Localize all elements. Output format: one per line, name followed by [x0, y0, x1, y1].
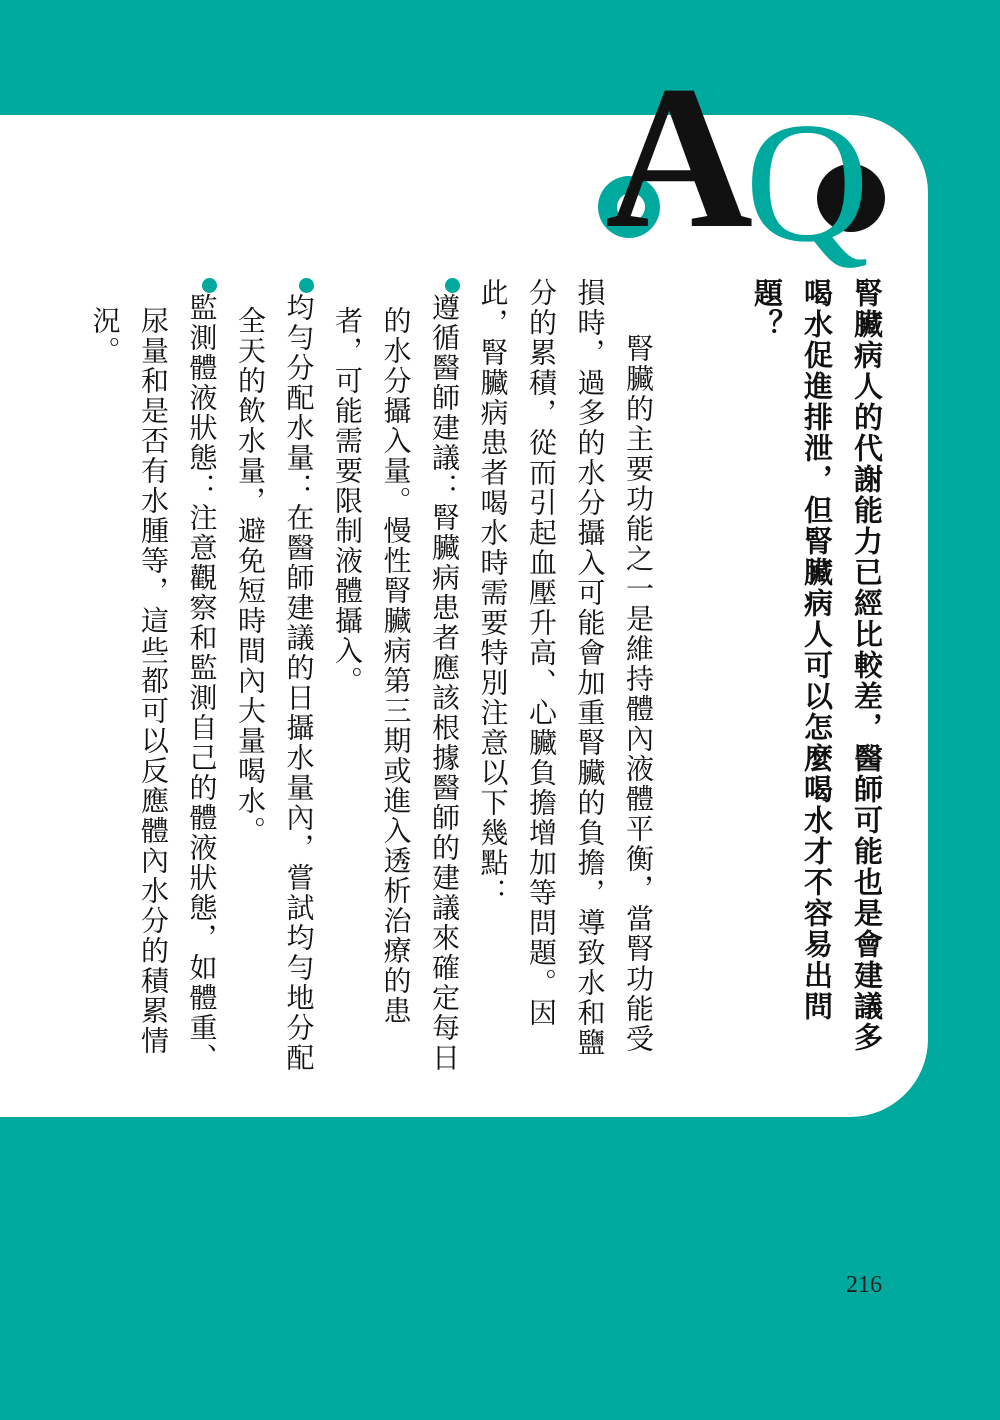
- bullet-dot-icon: [445, 278, 460, 293]
- logo-letter-q: Q: [745, 88, 870, 278]
- bullet-dot-icon: [202, 278, 217, 293]
- answer-intro: 腎臟的主要功能之一是維持體內液體平衡，當腎功能受損時，過多的水分攝入可能會加重腎臟的負擔，導致水和鹽分的累積，從而引起血壓升高、心臟負擔增加等問題。因此，腎臟病患者喝水時需要特別注意以下幾點：: [476, 278, 655, 1058]
- answer-body: [80, 278, 662, 1078]
- aq-logo-icon: [585, 70, 895, 285]
- logo-letter-a: A: [605, 70, 754, 271]
- bullet-item: [226, 278, 323, 1078]
- bullet-item: [80, 278, 226, 1078]
- bullet-text: 監測體液狀態：注意觀察和監測自己的體液狀態，如體重、尿量和是否有水腫等，這些都可以反應體內水分的積累情況。: [88, 293, 219, 1073]
- page-number: 216: [846, 1272, 882, 1298]
- question-text: 腎臟病人的代謝能力已經比較差，醫師可能也是會建議多喝水促進排泄，但腎臟病人可以怎麼喝水才不容易出問題？: [750, 278, 884, 1053]
- bullet-text: 均勻分配水量：在醫師建議的日攝水量內，嘗試均勻地分配全天的飲水量，避免短時間內大量喝水。: [234, 293, 316, 1073]
- bullet-text: 遵循醫師建議：腎臟病患者應該根據醫師的建議來確定每日的水分攝入量。慢性腎臟病第三期或進入透析治療的患者，可能需要限制液體攝入。: [331, 293, 461, 1073]
- bullet-item: [323, 278, 469, 1078]
- bullet-dot-icon: [299, 278, 314, 293]
